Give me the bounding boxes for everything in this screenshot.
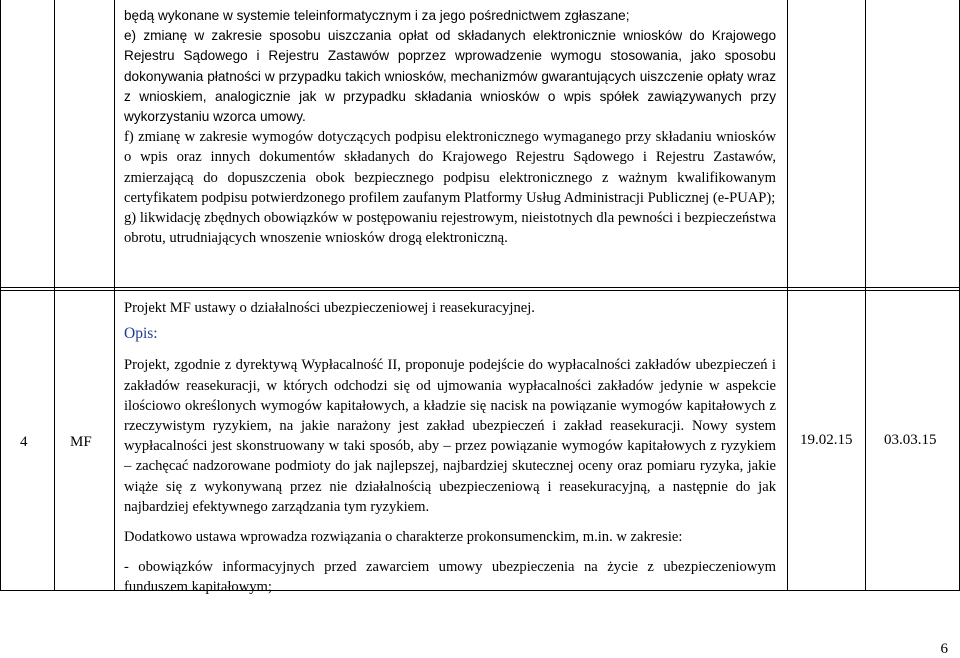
paragraph-continuation: będą wykonane w systemie teleinformatycznym i za jego pośrednictwem zgłaszane;	[124, 8, 630, 23]
additional-info: Dodatkowo ustawa wprowadza rozwiązania o charakterze prokonsumenckim, m.in. w zakresie:	[124, 529, 683, 546]
project-title: Projekt MF ustawy o działalności ubezpieczeniowej i reasekuracyjnej.	[124, 300, 535, 316]
description-cell-top	[124, 6, 776, 248]
project-description: Projekt, zgodnie z dyrektywą Wypłacalność II, proponuje podejście do wypłacalności zakładów ubezpieczeń i zakładów reasekuracji, w których odchodzi się od ujmowania wypłacalności zakładów jedynie w aspekcie ilościowo określonych wymogów kapitałowych, a kładzie się nacisk na powiązanie wymogów kapitałowych z rzeczywistym ryzykiem, na jakie narażony jest zakład ubezpieczeń i zakład reasekuracji. Nowy system wypłacalności jest skonstruowany w taki sposób, aby – przez powiązanie wymogów kapitałowych z ryzykiem – zachęcać nadzorowane podmioty do jak najlepszej, najbardziej skutecznej oceny oraz pomiaru ryzyka, jakie wiąże się z wykonywaną przez nie działalnością ubezpieczeniową i reasekuracyjną, a następnie do jak najbardziej efektywnego zarządzania tym ryzykiem.	[124, 357, 776, 515]
row-divider	[0, 287, 960, 288]
row-divider	[0, 290, 960, 291]
row-number: 4	[20, 434, 28, 450]
description-cell-main	[124, 298, 776, 598]
page-number: 6	[940, 641, 948, 657]
column-divider	[865, 0, 866, 591]
column-divider	[114, 0, 115, 591]
date-cell-1: 19.02.15	[800, 432, 853, 448]
column-divider	[787, 0, 788, 591]
bullet-item: - obowiązków informacyjnych przed zawarciem umowy ubezpieczenia na życie z ubezpieczeniowym funduszem kapitałowym;	[124, 559, 776, 596]
opis-label: Opis:	[124, 325, 158, 343]
date-cell-2: 03.03.15	[884, 432, 937, 448]
paragraph-g: g) likwidację zbędnych obowiązków w postępowaniu rejestrowym, nieistotnych dla pewności i bezpieczeństwa obrotu, utrudniających wnoszenie wniosków drogą elektroniczną.	[124, 210, 776, 247]
paragraph-f: f) zmianę w zakresie wymogów dotyczących podpisu elektronicznego wymaganego przy składaniu wniosków o wpis oraz innych dokumentów składanych do Krajowego Rejestru Sądowego i Rejestru Zastawów, zmierzającą do dopuszczenia obok bezpiecznego podpisu elektronicznego z ważnym kwalifikowanym certyfikatem podpisu potwierdzonego profilem zaufanym Platformy Usług Administracji Publicznej (e-PUAP);	[124, 129, 776, 206]
table-left-border	[0, 0, 1, 591]
ministry-cell: MF	[70, 434, 92, 450]
paragraph-e: e) zmianę w zakresie sposobu uiszczania opłat od składanych elektronicznie wniosków do Krajowego Rejestru Sądowego i Rejestru Zastawów poprzez wprowadzenie wymogu stosowania, jako sposobu dokonywania płatności w przypadku takich wniosków, mechanizmów gwarantujących uiszczenie opłaty wraz z wnioskiem, analogicznie jak w przypadku składania wniosków o wpis spółek zawiązywanych przy wykorzystaniu wzorca umowy.	[124, 28, 776, 125]
column-divider	[54, 0, 55, 591]
